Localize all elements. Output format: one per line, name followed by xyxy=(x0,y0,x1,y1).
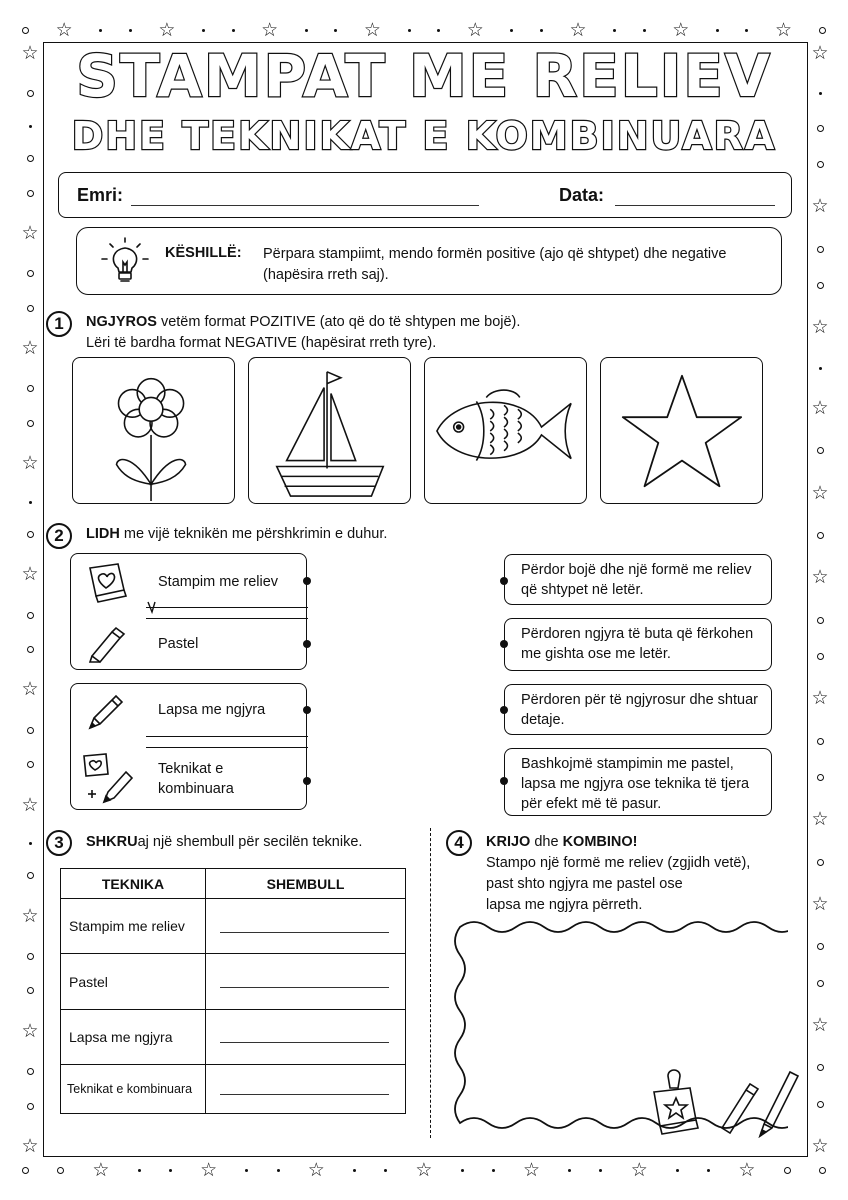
tip-text: Përpara stampiimt, mendo formën positive (ajo që shtypet) dhe negative (hapësira rreth saj). xyxy=(263,246,727,283)
pastel-icon xyxy=(722,1084,758,1133)
technique-dot[interactable] xyxy=(303,777,311,785)
section-divider xyxy=(430,828,431,1138)
description-dot[interactable] xyxy=(500,640,508,648)
shape-box-sailboat[interactable] xyxy=(248,357,411,504)
star-icon xyxy=(601,358,762,503)
technique-dot[interactable] xyxy=(303,577,311,585)
description-box: Përdor bojë dhe një formë me reliev që shtypet në letër. xyxy=(504,554,772,605)
table-cell-technique: Pastel xyxy=(61,954,206,1009)
description-dot[interactable] xyxy=(500,777,508,785)
table-row xyxy=(61,899,406,954)
section-4-keyword-2: KOMBINO! xyxy=(562,834,638,850)
date-label: Data: xyxy=(559,185,605,205)
technique-label: Teknikat e kombinuara xyxy=(158,761,234,797)
right-decoration: ☆ ☆ ☆ ☆ ☆ ☆ ☆ ☆ ☆ ☆ ☆ xyxy=(811,42,829,1157)
top-decoration: ☆ ☆ ☆ ☆ ☆ ☆ ☆ ☆ xyxy=(22,20,826,40)
fish-icon xyxy=(425,358,586,503)
name-line[interactable] xyxy=(131,205,479,206)
technique-divider-1 xyxy=(146,607,308,608)
table-row xyxy=(61,954,406,1009)
table-row xyxy=(61,1009,406,1064)
shape-box-flower[interactable] xyxy=(72,357,235,504)
section-4-number: 4 xyxy=(446,830,472,856)
section-1-number: 1 xyxy=(46,311,72,337)
section-1-instruction: NGJYROS vetëm format POZITIVE (ato që do të shtypen me bojë). Lëri të bardha format NEGATIVE (hapësirat rreth tyre). xyxy=(86,314,521,351)
heart-stamp-icon xyxy=(82,558,130,606)
bottom-decoration: ☆ ☆ ☆ ☆ ☆ ☆ ☆ xyxy=(22,1160,826,1180)
pencil-icon xyxy=(760,1072,798,1136)
description-box: Përdoren ngjyra të buta që fërkohen me gishta ose me letër. xyxy=(504,618,772,671)
table-row xyxy=(61,1065,406,1114)
flower-icon xyxy=(73,358,234,503)
shape-box-star[interactable] xyxy=(600,357,763,504)
name-date-box xyxy=(58,172,792,218)
technique-dot[interactable] xyxy=(303,640,311,648)
section-3-number: 3 xyxy=(46,830,72,856)
lightbulb-icon xyxy=(97,234,153,290)
section-3-keyword: SHKRU xyxy=(86,834,138,850)
table-cell-technique: Stampim me reliev xyxy=(61,899,206,954)
description-box: Bashkojmë stampimin me pastel, lapsa me ngjyra ose teknika të tjera për efekt më të pasur. xyxy=(504,748,772,816)
technique-divider-2 xyxy=(146,736,308,737)
stamp-and-pencils-illustration xyxy=(650,1062,800,1142)
table-header: SHEMBULL xyxy=(206,869,406,899)
name-label: Emri: xyxy=(77,185,124,205)
section-1-keyword: NGJYROS xyxy=(86,314,157,330)
section-1-line2: Lëri të bardha format NEGATIVE (hapësirat rreth tyre). xyxy=(86,335,437,351)
technique-label: Pastel xyxy=(158,636,199,652)
table-header-row xyxy=(61,869,406,899)
technique-divider-1b xyxy=(146,618,308,619)
section-4-instruction: KRIJO dhe KOMBINO! Stampo një formë me reliev (zgjidh vetë), past shto ngjyra me pastel ose lapsa me ngjyra përreth. xyxy=(486,834,751,913)
date-line[interactable] xyxy=(615,205,775,206)
description-dot[interactable] xyxy=(500,706,508,714)
star-stamp-icon xyxy=(654,1070,698,1134)
stamp-plus-pencil-icon xyxy=(80,750,136,806)
section-3-instruction: SHKRUaj një shembull për secilën teknike. xyxy=(86,834,363,850)
technique-divider-2b xyxy=(146,747,308,748)
left-decoration: ☆ ☆ ☆ ☆ ☆ ☆ ☆ ☆ ☆ ☆ xyxy=(21,42,39,1157)
table-cell-technique: Teknikat e kombinuara xyxy=(61,1065,206,1114)
sailboat-icon xyxy=(249,358,410,503)
technique-label: Stampim me reliev xyxy=(158,574,279,590)
table-header: TEKNIKA xyxy=(61,869,206,899)
description-dot[interactable] xyxy=(500,577,508,585)
table-cell-answer[interactable] xyxy=(206,954,406,1009)
section-2-instruction: LIDH me vijë teknikën me përshkrimin e duhur. xyxy=(86,526,388,542)
table-cell-technique: Lapsa me ngjyra xyxy=(61,1009,206,1064)
table-cell-answer[interactable] xyxy=(206,1009,406,1064)
tip-box xyxy=(76,227,782,295)
table-cell-answer[interactable] xyxy=(206,1065,406,1114)
table-cell-answer[interactable] xyxy=(206,899,406,954)
section-4-keyword-1: KRIJO xyxy=(486,834,531,850)
tip-label: KËSHILLË: xyxy=(165,245,242,261)
techniques-table xyxy=(60,868,406,1114)
description-box: Përdoren për të ngjyrosur dhe shtuar detaje. xyxy=(504,684,772,735)
shape-box-fish[interactable] xyxy=(424,357,587,504)
section-2-keyword: LIDH xyxy=(86,526,120,542)
page-subtitle: DHE TEKNIKAT E KOMBINUARA xyxy=(71,114,777,158)
section-2-number: 2 xyxy=(46,523,72,549)
technique-dot[interactable] xyxy=(303,706,311,714)
page-title: STAMPAT ME RELIEV xyxy=(76,42,772,110)
pastel-icon xyxy=(82,620,130,668)
pencil-icon xyxy=(82,688,130,736)
technique-label: Lapsa me ngjyra xyxy=(158,702,266,718)
small-pencil-mark xyxy=(146,600,166,614)
